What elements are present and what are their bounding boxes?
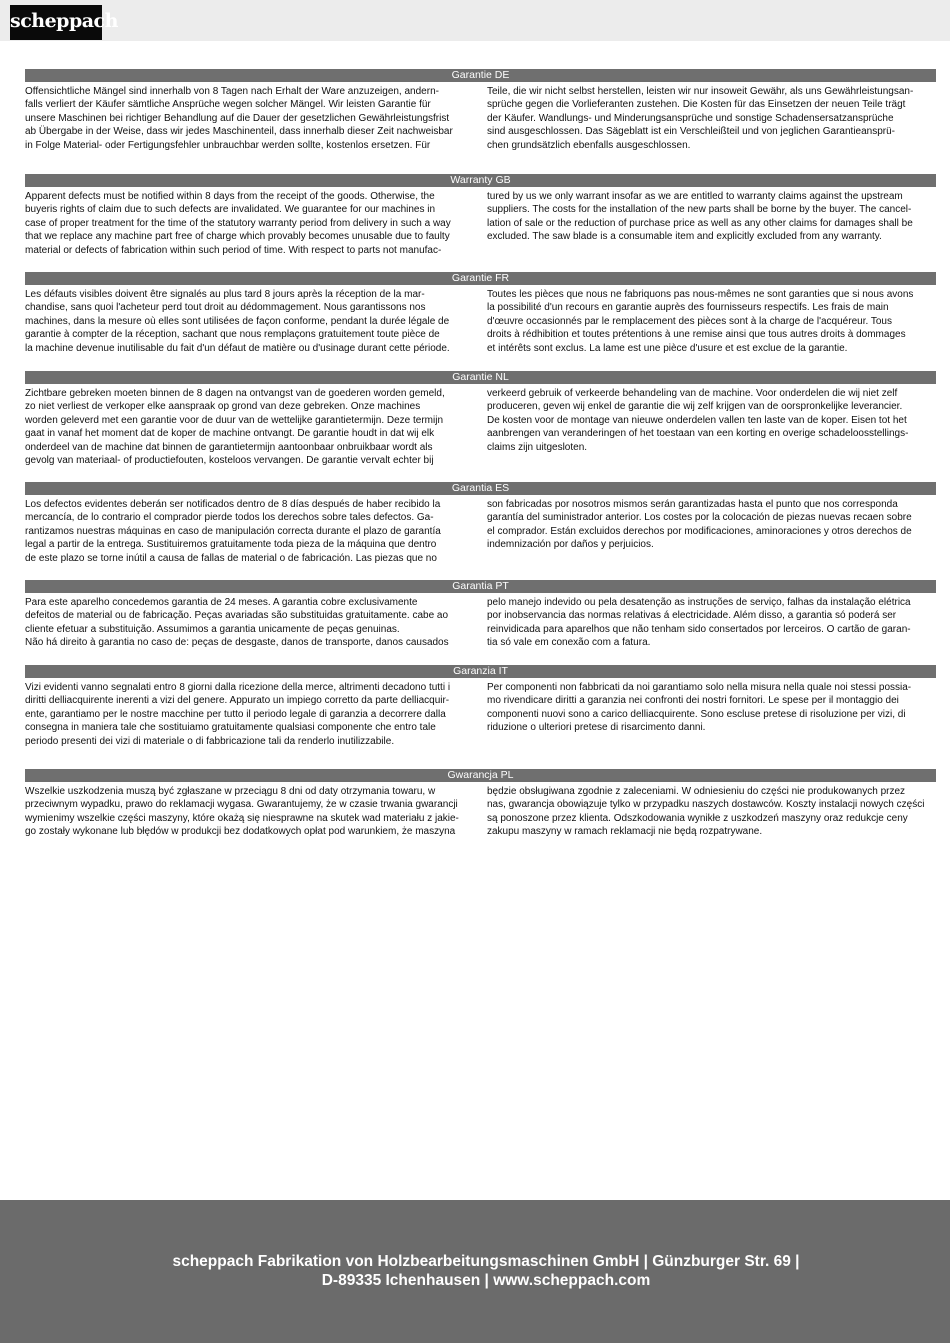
section-garantia-es bbox=[25, 482, 936, 565]
section-garantie-fr bbox=[25, 272, 936, 355]
section-text-left: Zichtbare gebreken moeten binnen de 8 dagen na ontvangst van de goederen worden gemeld, zo niet verliest de verkoper elke aanspraak op grond van deze gebreken. Onze machines worden geleverd met een garantie voor de duur van de wettelijke garantietermijn. Deze termijn gaat in vanaf het moment dat de koper de machine ontvangt. De garantie houdt in dat wij elk onderdeel van de machine dat binnen de garantietermijn aantoonbaar onbruikbaar wordt als gevolg van materiaal- of productiefouten, kosteloos vervangen. De garantie vervalt echter bij bbox=[25, 388, 445, 467]
section-text-right: Teile, die wir nicht selbst herstellen, leisten wir nur insoweit Gewähr, als uns Gewährleistungsan- sprüche gegen die Vorlieferanten zustehen. Die Kosten für das Einsetzen der neuen Teile trägt der Käufer. Wandlungs- und Minderungsansprüche und sonstige Schadensersatzansprüche sind ausgeschlossen. Das Sägeblatt ist ein Verschleißteil und von jeglichen Garantieansprü- chen grundsätzlich ebenfalls ausgeschlossen. bbox=[487, 86, 914, 151]
section-text-right: pelo manejo indevido ou pela desatenção as instruções de serviço, falhas da instalação elétrica por inobservancia das normas relativas á electricidade. Além disso, a garantia só poderá ser reinvidicada para aparelhos que não tenham sido consertados por lerceiros. O cartão de garan- tia só vale em conexão com a fatura. bbox=[487, 597, 911, 649]
section-garantie-nl bbox=[25, 371, 936, 467]
section-warranty-gb bbox=[25, 174, 936, 257]
section-garantie-de bbox=[25, 69, 936, 152]
section-title: Garantia PT bbox=[25, 580, 936, 593]
footer-bar bbox=[0, 1200, 950, 1343]
section-text-right: verkeerd gebruik of verkeerde behandeling van de machine. Voor onderdelen die wij niet zelf produceren, geven wij enkel de garantie die wij zelf krijgen van de oorspronkelijke leverancier. De kosten voor de montage van nieuwe onderdelen vallen ten laste van de koper. Eisen tot het aanbrengen van veranderingen of het toestaan van een korting en overige schadeloosstellings- claims zijn uitgesloten. bbox=[487, 388, 909, 453]
section-text-left: Los defectos evidentes deberán ser notificados dentro de 8 días después de haber recibido la mercancía, de lo contrario el comprador pierde todos los derechos sobre tales defectos. Ga- rantizamos nuestras máquinas en caso de manipulación correcta durante el plazo de garantía legal a partir de la entrega. Sustituiremos gratuitamente toda pieza de la máquina que dentro de este plazo se torne inútil a causa de fallas de material o de fabricación. Las piezas que no bbox=[25, 499, 441, 564]
section-gwarancja-pl bbox=[25, 769, 936, 839]
header-bar bbox=[0, 0, 950, 41]
section-text-right: będzie obsługiwana zgodnie z zaleceniami. W odniesieniu do części nie produkowanych przez nas, gwarancja obowiązuje tylko w przypadku naszych dostawców. Koszty instalacji nowych części są ponoszone przez klienta. Odszkodowania wynikłe z uszkodzeń maszyny oraz redukcje ceny zakupu maszyny w ramach reklamacji nie będą rozpatrywane. bbox=[487, 786, 925, 838]
section-title: Gwarancja PL bbox=[25, 769, 936, 782]
section-title: Garantie FR bbox=[25, 272, 936, 285]
section-text-right: Toutes les pièces que nous ne fabriquons pas nous-mêmes ne sont garanties que si nous avons la possibilité d'un recours en garantie auprès des fournisseurs respectifs. Les frais de main d'œuvre occasionnés par le remplacement des pièces sont à la charge de l'acquéreur. Tous droits à rédhibition et toutes prétentions à une remise ainsi que tous autres droits à dommages et intérêts sont exclus. La lame est une pièce d'usure et est exclue de la garantie. bbox=[487, 289, 914, 354]
section-title: Garantie NL bbox=[25, 371, 936, 384]
section-title: Garantie DE bbox=[25, 69, 936, 82]
section-text-left: Offensichtliche Mängel sind innerhalb von 8 Tagen nach Erhalt der Ware anzuzeigen, andern- falls verliert der Käufer sämtliche Ansprüche wegen solcher Mängel. Wir leisten Garantie für unsere Maschinen bei richtiger Behandlung auf die Dauer der gesetzlichen Gewährleistungsfrist ab Übergabe in der Weise, dass wir jedes Maschinenteil, dass innerhalb dieser Zeit nachweisbar in Folge Material- oder Fertigungsfehler unbrauchbar werden sollte, kostenlos ersetzen. Für bbox=[25, 86, 453, 151]
section-title: Garanzia IT bbox=[25, 665, 936, 678]
section-title: Garantia ES bbox=[25, 482, 936, 495]
section-text-right: tured by us we only warrant insofar as we are entitled to warranty claims against the upstream suppliers. The costs for the installation of the new parts shall be borne by the buyer. The cancel- lation of sale or the reduction of purchase price as well as any other claims for damages shall be excluded. The saw blade is a consumable item and explicitly excluded from any warranty. bbox=[487, 191, 913, 243]
section-garantia-pt bbox=[25, 580, 936, 650]
section-garanzia-it bbox=[25, 665, 936, 748]
brand-logo: scheppach bbox=[10, 5, 102, 40]
section-title: Warranty GB bbox=[25, 174, 936, 187]
section-text-left: Vizi evidenti vanno segnalati entro 8 giorni dalla ricezione della merce, altrimenti decadono tutti i diritti delliacquirente inerenti a vizi del genere. Appurato un impiego corretto da parte delliacquir- ente, garantiamo per le nostre macchine per tutto il periodo legale di garanzia a decorrere dalla consegna in maniera tale che sostituiamo gratuitamente qualsiasi componente che entro tale periodo presenti dei vizi di materiale o di fabbricazione tali da renderlo inutilizzabile. bbox=[25, 682, 451, 747]
section-text-left: Wszelkie uszkodzenia muszą być zgłaszane w przeciągu 8 dni od daty otrzymania towaru, w przeciwnym wypadku, prawo do reklamacji wygasa. Gwarantujemy, że w czasie trwania gwarancji wymienimy wszelkie części maszyny, które okażą się niesprawne na skutek wad materiału z jakie- go zostały wykonane lub błędów w produkcji bez dodatkowych opłat pod warunkiem, że maszyna bbox=[25, 786, 459, 838]
section-text-left: Les défauts visibles doivent être signalés au plus tard 8 jours après la réception de la mar- chandise, sans quoi l'acheteur perd tout droit au dédommagement. Nous garantissons nos machines, dans la mesure où elles sont utilisées de façon conforme, pendant la durée légale de garantie à compter de la réception, sachant que nous remplaçons gratuitement toute pièce de la machine devenue inutilisable du fait d'un défaut de matière ou d'usinage durant cette période. bbox=[25, 289, 450, 354]
section-text-right: son fabricadas por nosotros mismos serán garantizadas hasta el punto que nos corresponda garantía del suministrador anterior. Los costes por la colocación de piezas nuevas recaen sobre el comprador. Están excluidos derechos por modificaciones, aminoraciones y otros derechos de indemnización por daños y perjuicios. bbox=[487, 499, 912, 551]
company-address: scheppach Fabrikation von Holzbearbeitungsmaschinen GmbH | Günzburger Str. 69 | D-89335 Ichenhausen | www.scheppach.com bbox=[172, 1253, 800, 1289]
section-text-left: Apparent defects must be notified within 8 days from the receipt of the goods. Otherwise, the buyeris rights of claim due to such defects are invalidated. We guarantee for our machines in case of proper treatment for the time of the statutory warranty period from delivery in such a way that we replace any machine part free of charge which provably becomes unusable due to faulty material or defects of fabrication within such period of time. With respect to parts not manufac- bbox=[25, 191, 451, 256]
section-text-right: Per componenti non fabbricati da noi garantiamo solo nella misura nella quale noi stessi possia- mo rivendicare diritti a garanzia nei confronti dei nostri fornitori. Le spese per il montaggio dei componenti nuovi sono a carico delliacquirente. Sono escluse pretese di risoluzione per vizi, di riduzione o ulteriori pretese di risarcimento danni. bbox=[487, 682, 912, 734]
section-text-left: Para este aparelho concedemos garantia de 24 meses. A garantia cobre exclusivamente defeitos de material ou de fabricação. Peças avariadas são substituidas gratuitamente. cabe ao cliente efetuar a substituição. Assumimos a garantia unicamente de peças genuinas. Não há direito à garantia no caso de: peças de desgaste, danos de transporte, danos causados bbox=[25, 597, 449, 649]
